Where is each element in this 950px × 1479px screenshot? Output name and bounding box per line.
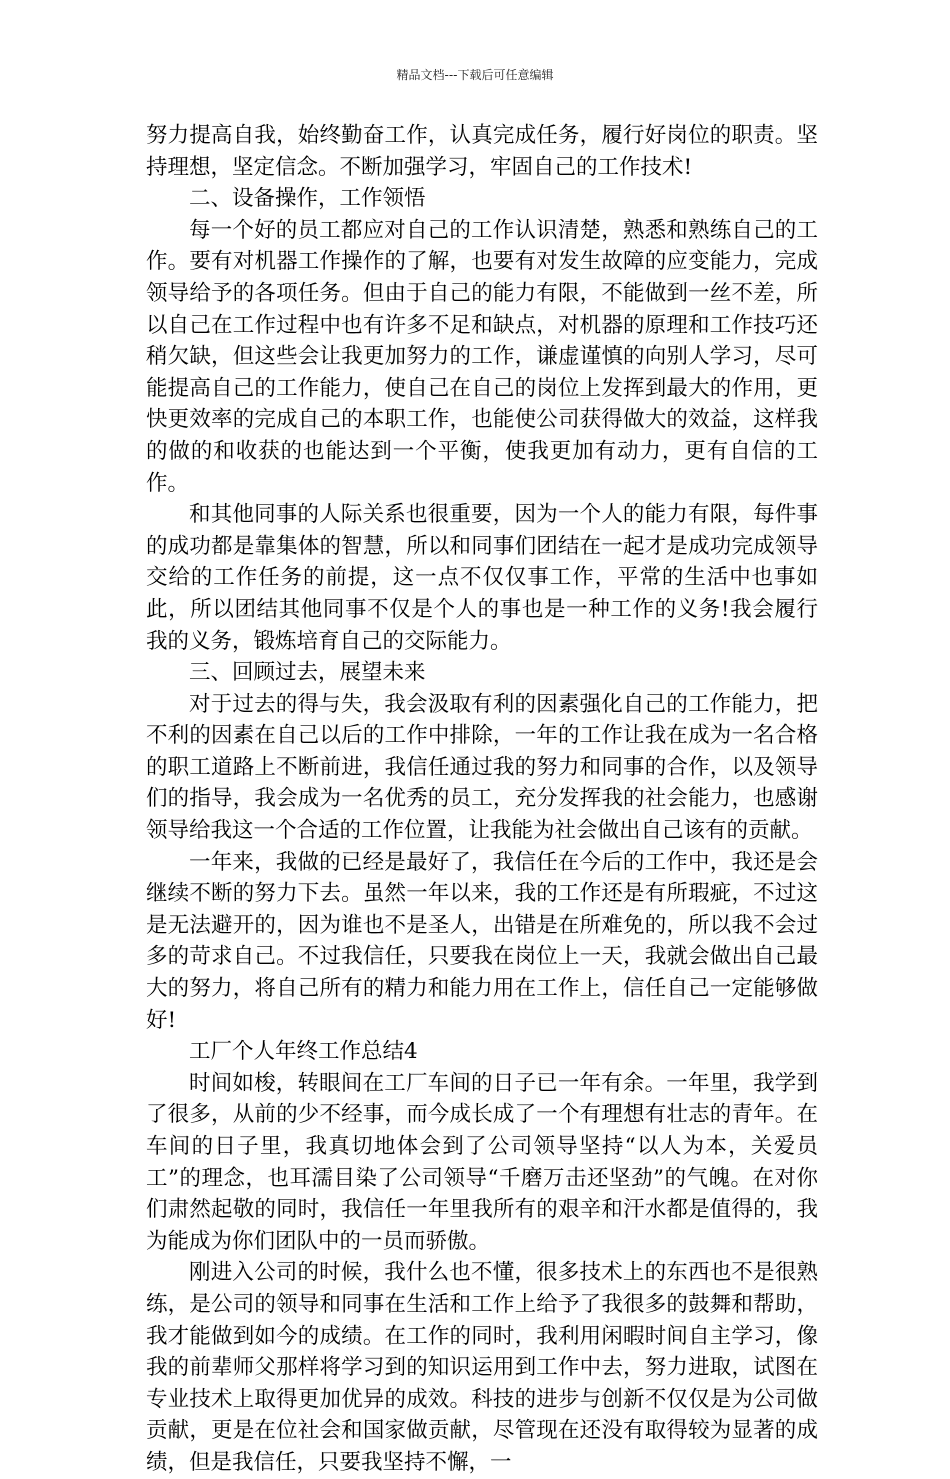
- paragraph: 和其他同事的人际关系也很重要，因为一个人的能力有限，每件事的成功都是靠集体的智慧，所以和同事们团结在一起才是成功完成领导交给的工作任务的前提，这一点不仅仅事工作，平常的生活中也事如此，所以团结其他同事不仅是个人的事也是一种工作的义务!我会履行我的义务，锻炼培育自己的交际能力。: [146, 502, 818, 654]
- document-body: [146, 120, 818, 1479]
- section-heading-equipment: 二、设备操作，工作领悟: [189, 186, 426, 212]
- paragraph-continuation: 努力提高自我，始终勤奋工作，认真完成任务，履行好岗位的职责。坚持理想，坚定信念。不断加强学习，牢固自己的工作技术!: [146, 123, 818, 180]
- paragraph: 刚进入公司的时候，我什么也不懂，很多技术上的东西也不是很熟练，是公司的领导和同事在生活和工作上给予了我很多的鼓舞和帮助，我才能做到如今的成绩。在工作的同时，我利用闲暇时间自主学习，像我的前辈师父那样将学习到的知识运用到工作中去，努力进取，试图在专业技术上取得更加优异的成效。科技的进步与创新不仅仅是为公司做贡献，更是在位社会和国家做贡献，尽管现在还没有取得较为显著的成绩，但是我信任，只要我坚持不懈，一: [146, 1260, 818, 1475]
- section-heading-summary-4: 工厂个人年终工作总结4: [189, 1039, 418, 1065]
- paragraph: 时间如梭，转眼间在工厂车间的日子已一年有余。一年里，我学到了很多，从前的少不经事，而今成长成了一个有理想有壮志的青年。在车间的日子里，我真切地体会到了公司领导坚持“以人为本，关爱员工”的理念，也耳濡目染了公司领导“千磨万击还坚劲”的气魄。在对你们肃然起敬的同时，我信任一年里我所有的艰辛和汗水都是值得的，我为能成为你们团队中的一员而骄傲。: [146, 1070, 818, 1254]
- section-heading-review: 三、回顾过去，展望未来: [189, 660, 426, 686]
- paragraph: 每一个好的员工都应对自己的工作认识清楚，熟悉和熟练自己的工作。要有对机器工作操作的了解，也要有对发生故障的应变能力，完成领导给予的各项任务。但由于自己的能力有限，不能做到一丝不差，所以自己在工作过程中也有许多不足和缺点，对机器的原理和工作技巧还稍欠缺，但这些会让我更加努力的工作，谦虚谨慎的向别人学习，尽可能提高自己的工作能力，使自己在自己的岗位上发挥到最大的作用，更快更效率的完成自己的本职工作，也能使公司获得做大的效益，这样我的做的和收获的也能达到一个平衡，使我更加有动力，更有自信的工作。: [146, 217, 818, 496]
- page-header: 精品文档---下载后可任意编辑: [396, 68, 554, 82]
- paragraph: 一年来，我做的已经是最好了，我信任在今后的工作中，我还是会继续不断的努力下去。虽然一年以来，我的工作还是有所瑕疵，不过这是无法避开的，因为谁也不是圣人，出错是在所难免的，所以我不会过多的苛求自己。不过我信任，只要我在岗位上一天，我就会做出自己最大的努力，将自己所有的精力和能力用在工作上，信任自己一定能够做好!: [146, 849, 818, 1033]
- paragraph: 对于过去的得与失，我会汲取有利的因素强化自己的工作能力，把不利的因素在自己以后的工作中排除，一年的工作让我在成为一名合格的职工道路上不断前进，我信任通过我的努力和同事的合作，以及领导们的指导，我会成为一名优秀的员工，充分发挥我的社会能力，也感谢领导给我这一个合适的工作位置，让我能为社会做出自己该有的贡献。: [146, 691, 818, 844]
